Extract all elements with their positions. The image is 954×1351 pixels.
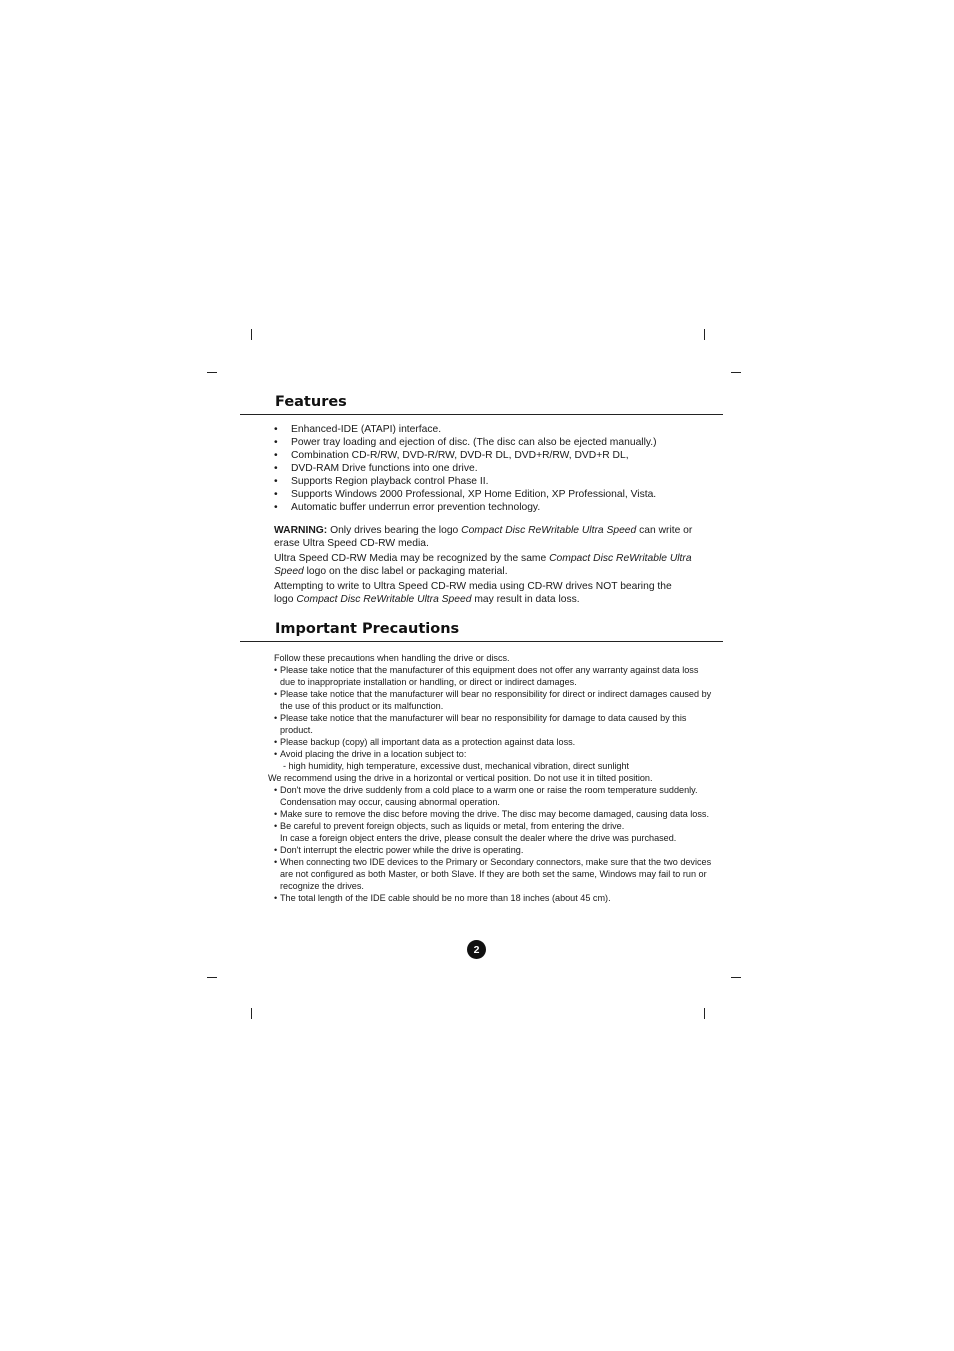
- warning-text-b: can write or erase Ultra Speed CD-RW media.: [274, 525, 693, 549]
- crop-mark-left-upper: [207, 372, 217, 373]
- recognition-paragraph: [274, 552, 694, 578]
- data-loss-paragraph: [274, 580, 694, 606]
- sub-item: - high humidity, high temperature, excessive dust, mechanical vibration, direct sunlight: [283, 761, 630, 771]
- features-title: Features: [275, 394, 347, 410]
- list-item: • Please backup (copy) all important data as a protection against data loss.: [274, 736, 714, 748]
- warning-text-a: Only drives bearing the logo: [327, 525, 462, 536]
- features-list: [274, 423, 714, 514]
- list-item: • The total length of the IDE cable should be no more than 18 inches (about 45 cm).: [274, 892, 714, 904]
- crop-mark-top-left: [251, 329, 252, 340]
- list-item: • When connecting two IDE devices to the Primary or Secondary connectors, make sure that the two devices are not configured as both Master, or both Slave. If they are both set the same, Windows may fail to run or recognize the drives.: [274, 856, 714, 892]
- list-item: • Please take notice that the manufacturer will bear no responsibility for damage to data caused by this product.: [274, 712, 714, 736]
- list-item: • Enhanced-IDE (ATAPI) interface.: [274, 423, 714, 436]
- list-item: • Power tray loading and ejection of disc. (The disc can also be ejected manually.): [274, 436, 714, 449]
- crop-mark-left-lower: [207, 977, 217, 978]
- list-item: • Make sure to remove the disc before moving the drive. The disc may become damaged, causing data loss.: [274, 808, 714, 820]
- logo-name: Compact Disc ReWritable Ultra Speed: [461, 525, 637, 536]
- list-item: [274, 748, 714, 772]
- orientation-note: We recommend using the drive in a horizontal or vertical position. Do not use it in tilted position.: [268, 773, 653, 783]
- features-rule: [240, 414, 723, 415]
- precautions-list: [268, 664, 714, 904]
- list-item: • Supports Region playback control Phase II.: [274, 475, 714, 488]
- data-loss-text-b: may result in data loss.: [471, 594, 580, 605]
- list-item: [274, 820, 714, 844]
- list-item: • Supports Windows 2000 Professional, XP Home Edition, XP Professional, Vista.: [274, 488, 714, 501]
- logo-name: Compact Disc ReWritable Ultra Speed: [296, 594, 472, 605]
- logo-name: Compact Disc ReWritable Ultra Speed: [274, 553, 692, 577]
- list-item: • Automatic buffer underrun error prevention technology.: [274, 501, 714, 514]
- list-item: • Don't move the drive suddenly from a cold place to a warm one or raise the room temperature suddenly. Condensation may occur, causing abnormal operation.: [274, 784, 714, 808]
- crop-mark-right-lower: [731, 977, 741, 978]
- precautions-title: Important Precautions: [275, 621, 460, 637]
- list-item-text: Be careful to prevent foreign objects, such as liquids or metal, from entering the drive.: [280, 821, 625, 831]
- list-item-continuation: In case a foreign object enters the drive, please consult the dealer where the drive was purchased.: [280, 833, 677, 843]
- list-item-text: Avoid placing the drive in a location subject to:: [280, 749, 467, 759]
- list-item-continuation: • DVD-RAM Drive functions into one drive.: [274, 462, 714, 475]
- crop-mark-right-upper: [731, 372, 741, 373]
- crop-mark-bottom-right: [704, 1008, 705, 1019]
- precautions-rule: [240, 641, 723, 642]
- list-item: • Please take notice that the manufacturer of this equipment does not offer any warranty against data loss due to inappropriate installation or handling, or direct or indirect damages.: [274, 664, 714, 688]
- list-item: • Please take notice that the manufacturer will bear no responsibility for direct or indirect damages caused by the use of this product or its malfunction.: [274, 688, 714, 712]
- recognition-text-a: Ultra Speed CD-RW Media may be recognized by the same: [274, 553, 550, 564]
- data-loss-text-a: Attempting to write to Ultra Speed CD-RW media using CD-RW drives NOT bearing the logo: [274, 581, 672, 605]
- crop-mark-bottom-left: [251, 1008, 252, 1019]
- recognition-text-b: logo on the disc label or packaging material.: [303, 566, 508, 577]
- page-number-badge: 2: [467, 940, 486, 959]
- list-item: • Don't interrupt the electric power while the drive is operating.: [274, 844, 714, 856]
- crop-mark-top-right: [704, 329, 705, 340]
- precautions-intro: Follow these precautions when handling the drive or discs.: [274, 653, 510, 663]
- warning-paragraph: [274, 524, 694, 550]
- warning-label: WARNING:: [274, 525, 328, 536]
- list-item: • Combination CD-R/RW, DVD-R/RW, DVD-R DL, DVD+R/RW, DVD+R DL,: [274, 449, 714, 462]
